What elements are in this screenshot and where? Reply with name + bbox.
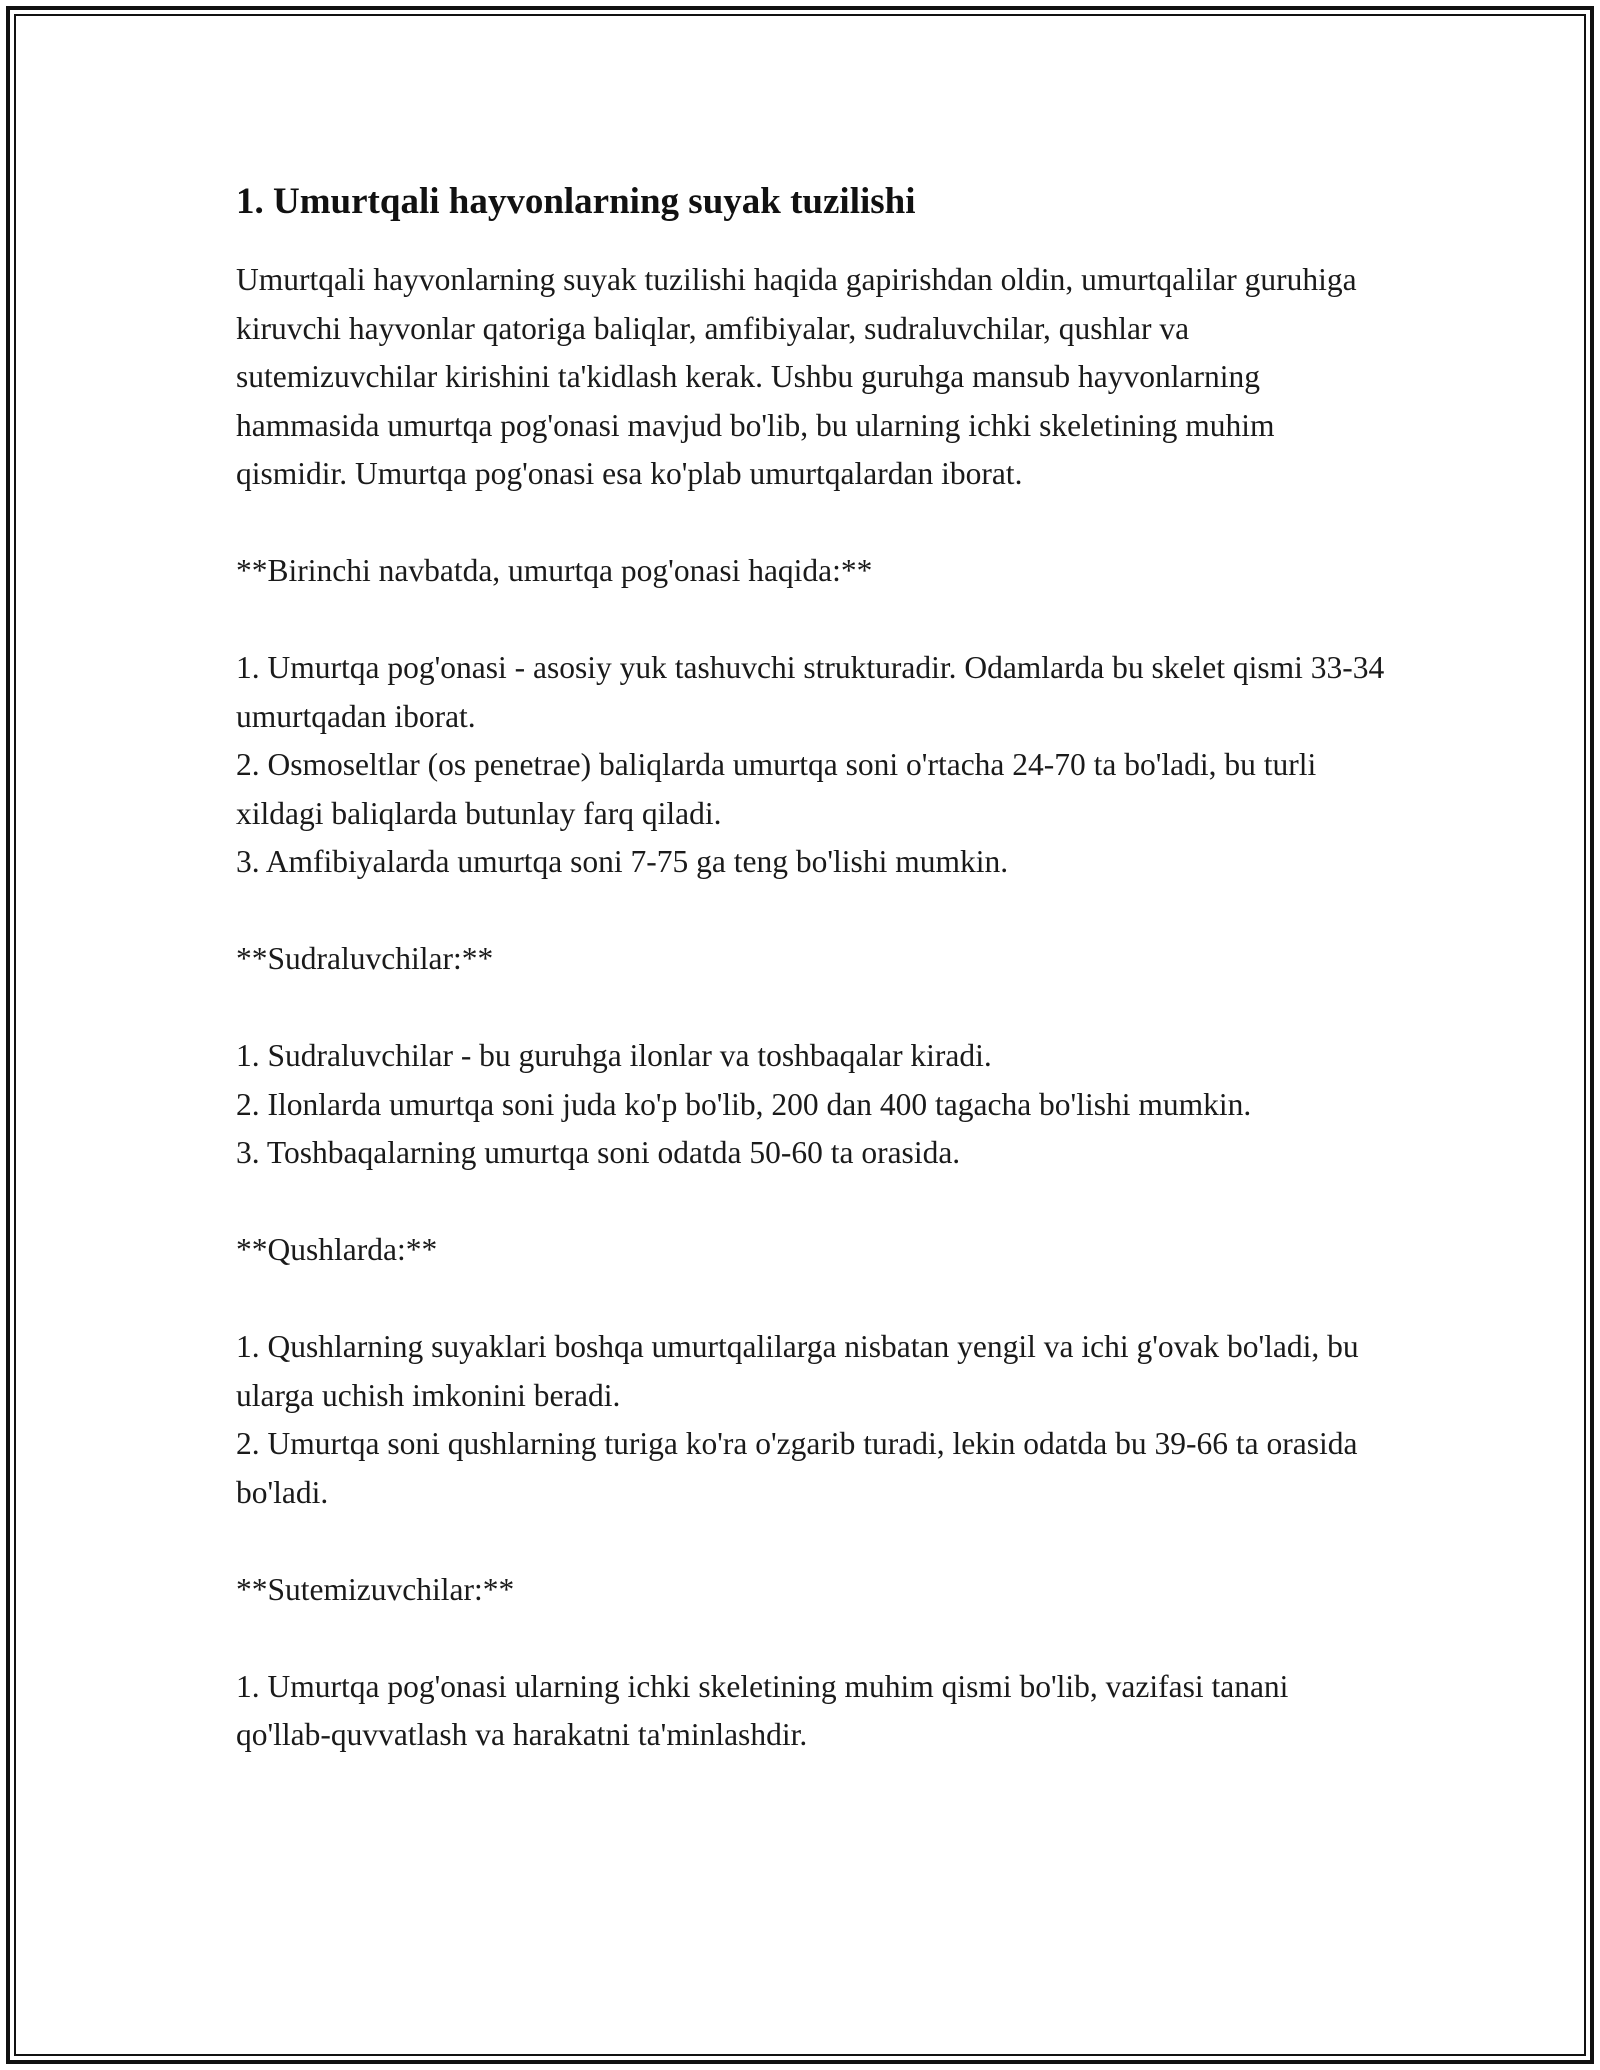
spacer — [236, 887, 1386, 936]
list-item: 3. Amfibiyalarda umurtqa soni 7-75 ga teng bo'lishi mumkin. — [236, 844, 1009, 880]
list-item: 2. Ilonlarda umurtqa soni juda ko'p bo'lib, 200 dan 400 tagacha bo'lishi mumkin. — [236, 1086, 1252, 1122]
spacer — [236, 984, 1386, 1033]
intro-paragraph: Umurtqali hayvonlarning suyak tuzilishi haqida gapirishdan oldin, umurtqalilar guruhiga kiruvchi hayvonlar qatoriga baliqlar, amfibiyalar, sudraluvchilar, qushlar va sutemizuvchilar kirishini ta'kidlash kerak. Ushbu guruhga mansub hayvonlarning hammasida umurtqa pog'onasi mavjud bo'lib, bu ularning ichki skeletining muhim qismidir. Umurtqa pog'onasi esa ko'plab umurtqalardan iborat. — [236, 262, 1357, 492]
list-item: 1. Sudraluvchilar - bu guruhga ilonlar va toshbaqalar kiradi. — [236, 1038, 992, 1074]
spacer — [236, 1614, 1386, 1663]
section-heading-birds: **Qushlarda:** — [236, 1232, 438, 1268]
list-item: 2. Umurtqa soni qushlarning turiga ko'ra o'zgarib turadi, lekin odatda bu 39-66 ta orasida bo'ladi. — [236, 1426, 1358, 1510]
section-heading-vertebral-column: **Birinchi navbatda, umurtqa pog'onasi haqida:** — [236, 553, 873, 589]
spacer — [236, 596, 1386, 645]
list-item: 1. Umurtqa pog'onasi - asosiy yuk tashuvchi strukturadir. Odamlarda bu skelet qismi 33-34 umurtqadan iborat. — [236, 650, 1385, 734]
spacer — [236, 1178, 1386, 1227]
spacer — [236, 1517, 1386, 1566]
list-item: 3. Toshbaqalarning umurtqa soni odatda 50-60 ta orasida. — [236, 1135, 961, 1171]
section-heading-mammals: **Sutemizuvchilar:** — [236, 1571, 515, 1607]
section-heading-reptiles: **Sudraluvchilar:** — [236, 941, 494, 977]
list-item: 1. Qushlarning suyaklari boshqa umurtqalilarga nisbatan yengil va ichi g'ovak bo'ladi, bu ularga uchish imkonini beradi. — [236, 1329, 1359, 1413]
list-item: 1. Umurtqa pog'onasi ularning ichki skeletining muhim qismi bo'lib, vazifasi tanani qo'llab-quvvatlash va harakatni ta'minlashdir. — [236, 1668, 1289, 1753]
document-title: 1. Umurtqali hayvonlarning suyak tuzilishi — [236, 181, 916, 222]
spacer — [236, 499, 1386, 548]
spacer — [236, 1275, 1386, 1324]
document-body — [236, 178, 1386, 1760]
list-item: 2. Osmoseltlar (os penetrae) baliqlarda umurtqa soni o'rtacha 24-70 ta bo'ladi, bu turli xildagi baliqlarda butunlay farq qiladi. — [236, 747, 1317, 831]
